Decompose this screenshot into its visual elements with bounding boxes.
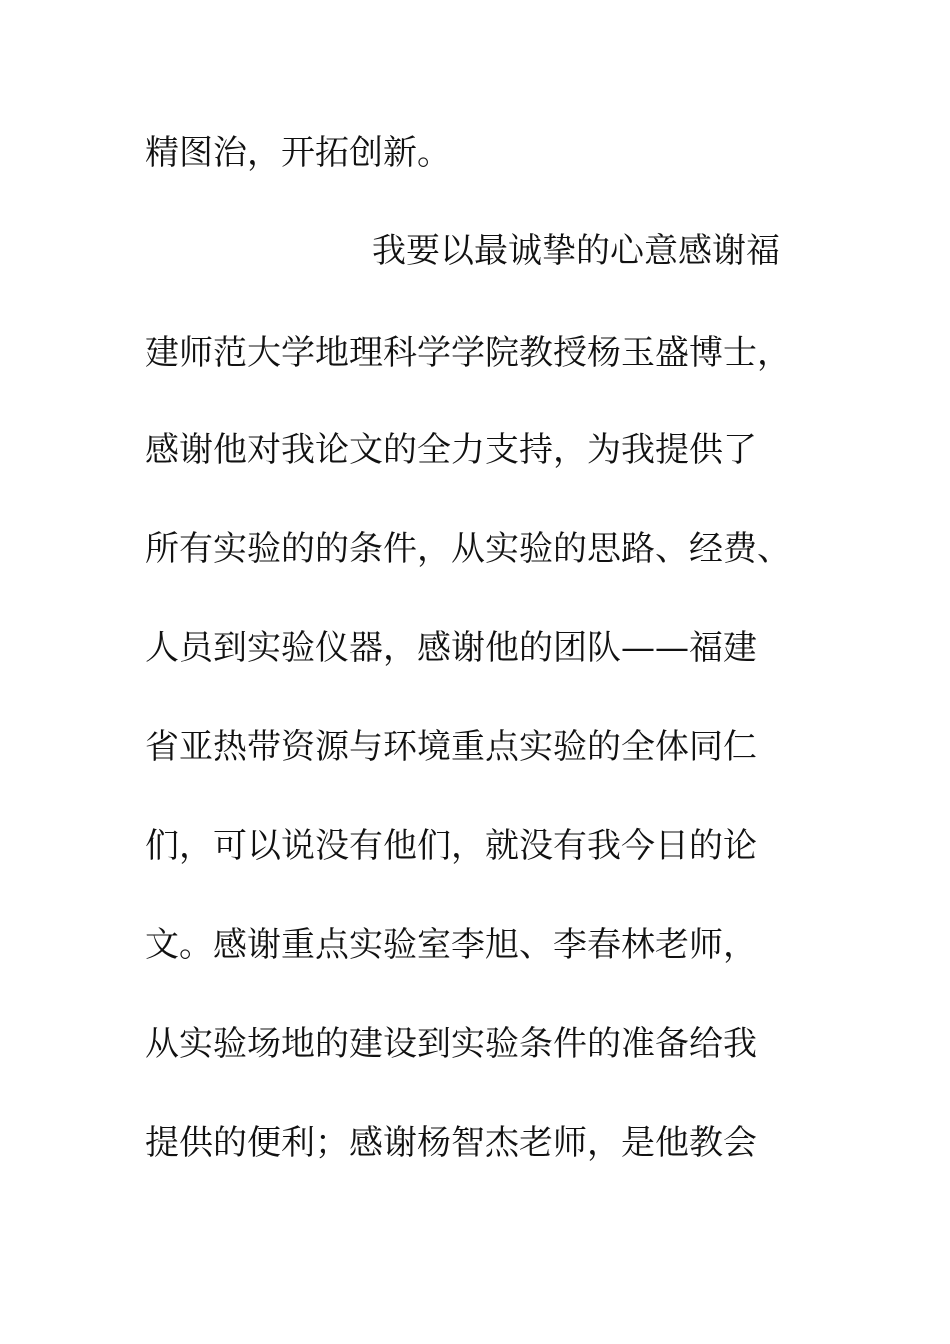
text-line-4: 感谢他对我论文的全力支持，为我提供了 <box>145 430 757 470</box>
text-line-8: 们，可以说没有他们，就没有我今日的论 <box>145 826 757 866</box>
text-line-2: 我要以最诚挚的心意感谢福 <box>372 231 780 271</box>
text-line-3: 建师范大学地理科学学院教授杨玉盛博士， <box>145 333 791 373</box>
text-line-10: 从实验场地的建设到实验条件的准备给我 <box>145 1024 757 1064</box>
text-line-1: 精图治，开拓创新。 <box>145 133 451 173</box>
text-line-9: 文。感谢重点实验室李旭、李春林老师， <box>145 925 757 965</box>
text-line-5: 所有实验的的条件，从实验的思路、经费、 <box>145 529 791 569</box>
text-line-7: 省亚热带资源与环境重点实验的全体同仁 <box>145 727 757 767</box>
text-line-6: 人员到实验仪器，感谢他的团队——福建 <box>145 628 757 668</box>
text-line-11: 提供的便利；感谢杨智杰老师，是他教会 <box>145 1123 757 1163</box>
